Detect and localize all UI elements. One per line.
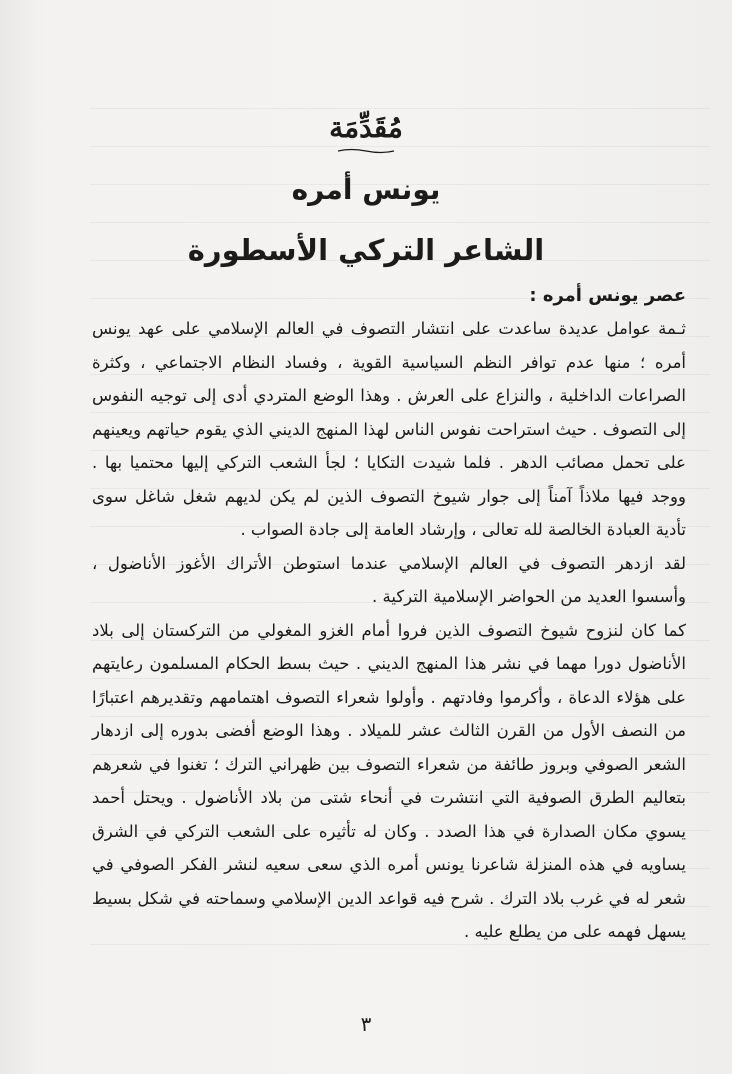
chapter-title: مُقَدِّمَة: [329, 111, 403, 144]
paragraph-2: لقد ازدهر التصوف في العالم الإسلامي عندما استوطن الأتراك الأغوز الأناضول ، وأسسوا العديد من الحواضر الإسلامية التركية .: [92, 553, 686, 606]
title-ornament: [336, 148, 396, 154]
paragraph-1: ثـمة عوامل عديدة ساعدت على انتشار التصوف في العالم الإسلامي على عهد يونس أمره ؛ منها عدم توافر النظم السياسية القوية ، وفساد النظام الاجتماعي ، وكثرة الصراعات الداخلية ، والنزاع على العرش . وهذا الوضع المتردي أدى إلى توجيه النفوس إلى التصوف . حيث استراحت نفوس الناس لهذا المنهج الديني الذي يقوم حياتهم ويعينهم على تحمل مصائب الدهر . فلما شيدت التكايا ؛ لجأ الشعب التركي إليها محتميا بها . ووجد فيها ملاذاً آمناً إلى جوار شيوخ التصوف الذين لم يكن لديهم شغل شاغل سوى تأدية العبادة الخالصة لله تعالى ، وإرشاد العامة إلى جادة الصواب .: [92, 319, 686, 539]
page-subtitle: الشاعر التركي الأسطورة: [187, 233, 545, 267]
paragraph-3: كما كان لنزوح شيوخ التصوف الذين فروا أمام الغزو المغولي من التركستان إلى بلاد الأناضول دورا مهما في نشر هذا المنهج الديني . حيث بسط الحكام المسلمون رعايتهم على هؤلاء الدعاة ، وأكرموا وفادتهم . وأولوا شعراء التصوف اهتمامهم وتقديرهم اعتبارًا من النصف الأول من القرن الثالث عشر للميلاد . وهذا الوضع أفضى بدوره إلى ازدهار الشعر الصوفي وبروز طائفة من شعراء التصوف بين ظهراني الترك ؛ تغنوا في شعرهم بتعاليم الطرق الصوفية التي انتشرت في أنحاء شتى من بلاد الأناضول . ويحتل أحمد يسوي مكان الصدارة في هذا الصدد . وكان له تأثيره على الشعب التركي في الشرق يساويه في هذه المنزلة شاعرنا يونس أمره الذي سعى سعيه لنشر الفكر الصوفي في شعر له في غرب بلاد الترك . شرح فيه قواعد الدين الإسلامي وسماحته في شكل بسيط يسهل فهمه على من يطلع عليه .: [92, 620, 686, 941]
author-name: يونس أمره: [291, 173, 441, 206]
page-number: ٣: [360, 1012, 372, 1036]
section-heading: عصر يونس أمره :: [529, 285, 686, 306]
body-text: [92, 280, 686, 949]
chapter-header: [60, 108, 672, 270]
